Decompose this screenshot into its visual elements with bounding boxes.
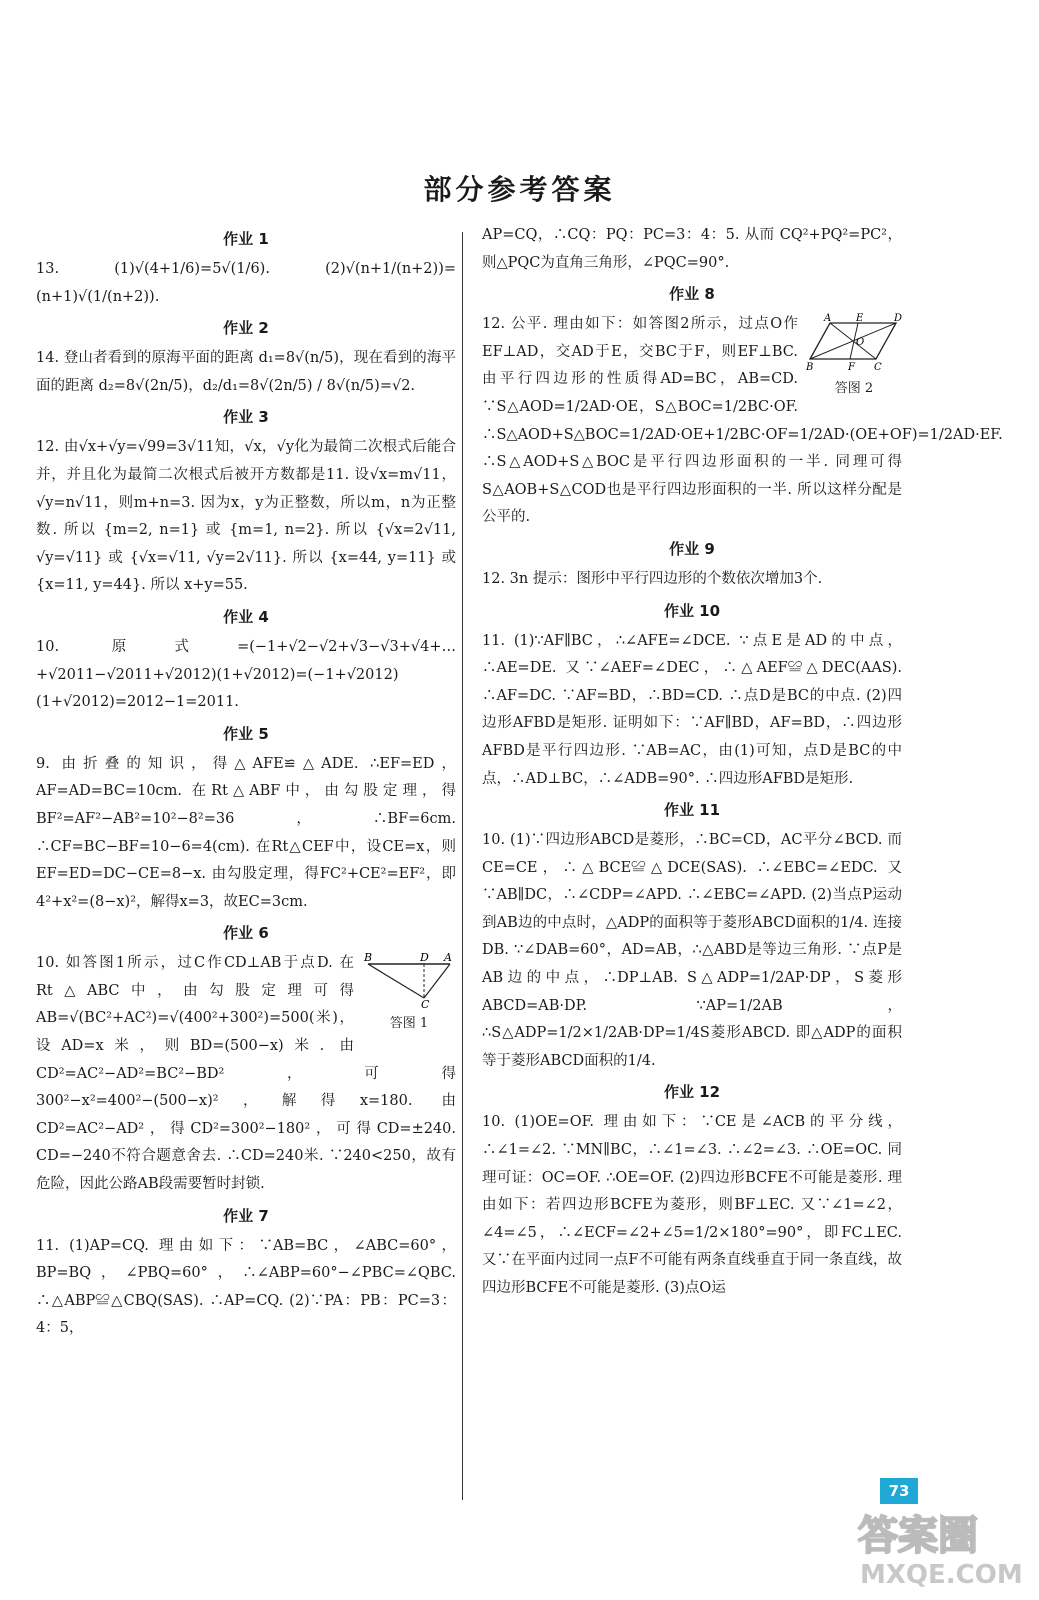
fig2-label-f: F xyxy=(848,362,855,374)
right-column xyxy=(482,222,1003,1307)
watermark xyxy=(850,1505,1030,1590)
answer-text: 10. (1)OE=OF. 理由如下：∵CE是∠ACB的平分线，∴∠1=∠2. ∵MN∥BC，∴∠1=∠3. ∴∠2=∠3. ∴OE=OC. 同理可证：OC=OF. ∴OE=OF. (2)四边形BCFE不可能是菱形. 理由如下：若四边形BCFE为菱形，则BF⊥EC. 又∵∠1=∠2，∠4=∠5，∴∠ECF=∠2+∠5=1/2×180°=90°，即FC⊥EC. 又∵在平面内过同一点F不可能有两条直线垂直于同一条直线，故四边形BCFE不可能是菱形. (3)点O运 xyxy=(482,1114,902,1296)
section-heading: 作业 10 xyxy=(663,601,721,620)
answer-text: 10. 原式=(−1+√2−√2+√3−√3+√4+…+√2011−√2011+√2012)(1+√2012)=(−1+√2012)(1+√2012)=2012−1=2011. xyxy=(36,638,456,711)
section-heading: 作业 12 xyxy=(663,1083,721,1102)
section-heading: 作业 7 xyxy=(223,1206,269,1225)
fig2-diagonal-bd xyxy=(810,323,896,359)
fig2-label-e: E xyxy=(856,313,864,325)
left-column xyxy=(36,222,456,1347)
watermark-logo xyxy=(850,1505,1030,1590)
section-heading: 作业 8 xyxy=(669,285,715,304)
fig1-segment-ac xyxy=(424,964,450,998)
watermark-site: MXQE.COM xyxy=(860,1560,1023,1590)
column-divider xyxy=(462,232,463,1500)
answer-text: 14. 登山者看到的原海平面的距离 d₁=8√(n/5)，现在看到的海平面的距离 d₂=8√(2n/5)，d₂/d₁=8√(2n/5) / 8√(n/5)=√2. xyxy=(36,350,456,394)
fig1-label-d: D xyxy=(420,952,429,965)
answer-text: 11. (1)AP=CQ. 理由如下：∵AB=BC，∠ABC=60°，BP=BQ，∠PBQ=60°，∴∠ABP=60°−∠PBC=∠QBC. ∴△ABP≌△CBQ(SAS). ∴AP=CQ. (2)∵PA：PB：PC=3：4：5， xyxy=(36,1237,456,1337)
figure-2-diagram xyxy=(806,313,902,373)
figure-1-diagram xyxy=(362,952,456,1008)
section-heading: 作业 5 xyxy=(223,724,269,743)
figure-1 xyxy=(362,952,456,1031)
fig1-label-a: A xyxy=(444,952,452,965)
fig2-label-o: O xyxy=(856,337,865,349)
section-heading: 作业 9 xyxy=(669,539,715,558)
answer-text: 9. 由折叠的知识，得△AFE≌△ADE. ∴EF=ED，AF=AD=BC=10cm. 在Rt△ABF中，由勾股定理，得BF²=AF²−AB²=10²−8²=36，∴BF=6cm. ∴CF=BC−BF=10−6=4(cm). 在Rt△CEF中，设CE=x，则EF=ED=DC−CE=8−x. 由勾股定理，得FC²+CE²=EF²，即4²+x²=(8−x)²，解得x=3，故EC=3cm. xyxy=(36,755,456,910)
page-number-badge: 73 xyxy=(880,1478,918,1504)
fig1-label-c: C xyxy=(421,998,430,1009)
answer-text: 10. (1)∵四边形ABCD是菱形，∴BC=CD，AC平分∠BCD. 而CE=CE，∴△BCE≌△DCE(SAS). ∴∠EBC=∠EDC. 又∵AB∥DC，∴∠CDP=∠APD. ∴∠EBC=∠APD. (2)当点P运动到AB边的中点时，△ADP的面积等于菱形ABCD面积的1/4. 连接DB. ∵∠DAB=60°，AD=AB，∴△ABD是等边三角形. ∵点P是AB边的中点，∴DP⊥AB. S△ADP=1/2AP·DP，S菱形ABCD=AB·DP. ∵AP=1/2AB，∴S△ADP=1/2×1/2AB·DP=1/4S菱形ABCD. 即△ADP的面积等于菱形ABCD面积的1/4. xyxy=(482,832,902,1069)
page-title: 部分参考答案 xyxy=(423,173,616,206)
fig2-label-d: D xyxy=(894,313,902,325)
section-heading: 作业 11 xyxy=(663,801,721,820)
answer-text: 12. 3n 提示：图形中平行四边形的个数依次增加3个. xyxy=(482,570,823,587)
fig2-label-b: B xyxy=(806,362,814,374)
answer-text: AP=CQ，∴CQ：PQ：PC=3：4：5. 从而 CQ²+PQ²=PC²，则△PQC为直角三角形，∠PQC=90°. xyxy=(482,227,902,271)
answer-text: 13. (1)√(4+1/6)=5√(1/6). (2)√(n+1/(n+2))=(n+1)√(1/(n+2)). xyxy=(36,261,456,305)
watermark-brand: 答案圈 xyxy=(858,1513,978,1559)
figure-1-caption: 答图 1 xyxy=(389,1016,429,1032)
section-heading: 作业 6 xyxy=(223,924,269,943)
figure-2 xyxy=(806,313,902,396)
answer-text: 10. 如答图1所示，过C作CD⊥AB于点D. 在Rt△ABC中，由勾股定理可得 AB=√(BC²+AC²)=√(400²+300²)=500(米)，设AD=x米，则BD=(500−x)米. 由CD²=AC²−AD²=BC²−BD²，可得300²−x²=400²−(500−x)²，解得x=180. 由CD²=AC²−AD²，得CD²=300²−180²，可得CD=±240. CD=−240不符合题意舍去. ∴CD=240米. ∵240<250，故有危险，因此公路AB段需要暂时封锁. xyxy=(36,955,456,1193)
fig1-label-b: B xyxy=(364,952,373,965)
fig1-segment-bc xyxy=(368,964,424,998)
fig2-label-a: A xyxy=(824,313,832,325)
section-heading: 作业 2 xyxy=(223,319,269,338)
fig2-label-c: C xyxy=(874,362,882,374)
answer-text: 12. 由√x+√y=√99=3√11知，√x，√y化为最简二次根式后能合并，并且化为最简二次根式后被开方数都是11. 设√x=m√11，√y=n√11，则m+n=3. 因为x，y为正整数，所以m，n为正整数. 所以 {m=2, n=1} 或 {m=1, n=2}. 所以 {√x=2√11, √y=√11} 或 {√x=√11, √y=2√11}. 所以 {x=44, y=11} 或 {x=11, y=44}. 所以 x+y=55. xyxy=(36,439,456,594)
answer-text: 12. 公平. 理由如下：如答图2所示，过点O作EF⊥AD，交AD于E，交BC于F，则EF⊥BC. 由平行四边形的性质得AD=BC，AB=CD. ∵S△AOD=1/2AD·OE，S△BOC=1/2BC·OF. ∴S△AOD+S△BOC=1/2AD·OE+1/2BC·OF=1/2AD·(OE+OF)=1/2AD·EF. ∴S△AOD+S△BOC是平行四边形面积的一半. 同理可得S△AOB+S△COD也是平行四边形面积的一半. 所以这样分配是公平的. xyxy=(482,316,1003,526)
section-heading: 作业 3 xyxy=(223,408,269,427)
section-heading: 作业 1 xyxy=(223,230,269,248)
answer-text: 11. (1)∵AF∥BC，∴∠AFE=∠DCE. ∵点E是AD的中点，∴AE=DE. 又∵∠AEF=∠DEC，∴△AEF≌△DEC(AAS). ∴AF=DC. ∵AF=BD，∴BD=CD. ∴点D是BC的中点. (2)四边形AFBD是矩形. 证明如下：∵AF∥BD，AF=BD，∴四边形AFBD是平行四边形. ∵AB=AC，由(1)可知，点D是BC的中点，∴AD⊥BC，∴∠ADB=90°. ∴四边形AFBD是矩形. xyxy=(482,632,902,787)
section-heading: 作业 4 xyxy=(223,607,269,626)
figure-2-caption: 答图 2 xyxy=(834,381,874,397)
